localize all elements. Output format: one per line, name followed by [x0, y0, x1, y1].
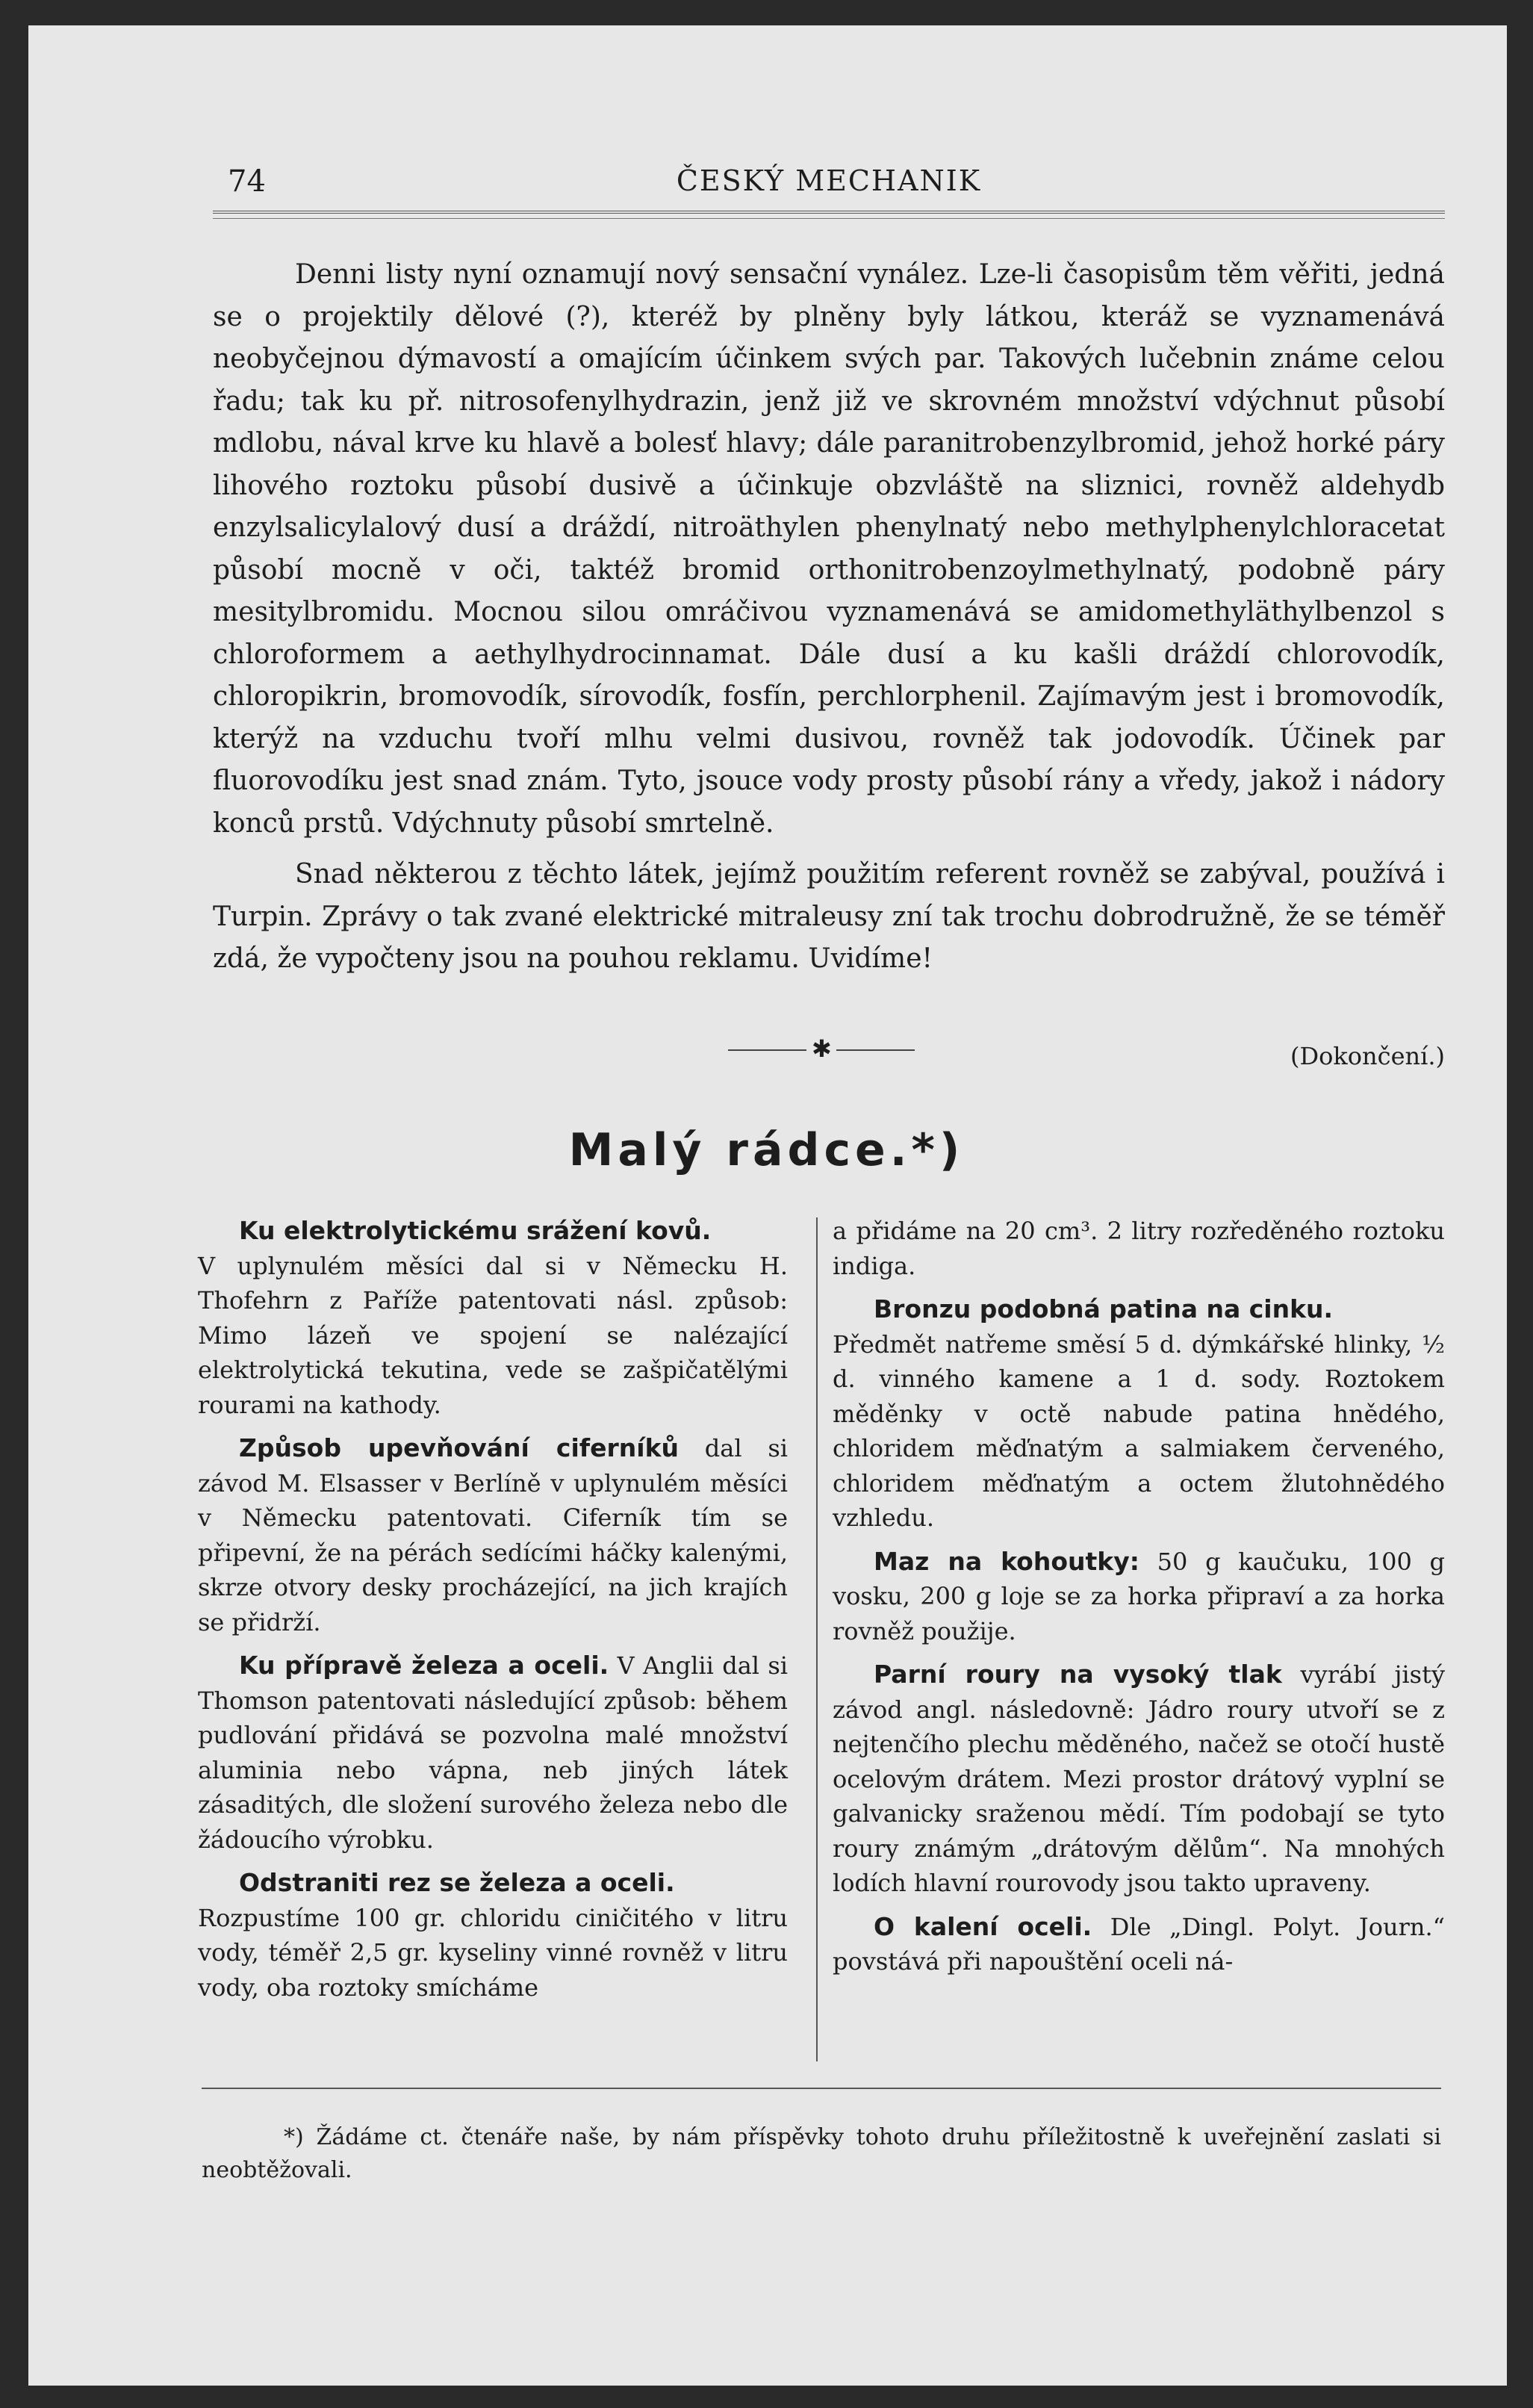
tip-title: Ku elektrolytickému srážení kovů.: [239, 1216, 712, 1245]
page-number: 74: [228, 164, 266, 199]
page-header: [213, 164, 1445, 209]
intro-paragraph: Denni listy nyní oznamují nový sensační vynález. Lze-li časopisům těm věřiti, jedná se o projektily dělové (?), kteréž by plněny byly látkou, kteráž se vyznamenává neobyčejnou dýmavostí a omajícím účinkem svých par. Takových lučebnin známe celou řadu; tak ku př. nitrosofenylhydrazin, jenž již ve skrovném množství vdýchnut působí mdlobu, nával krve ku hlavě a bolesť hlavy; dále paranitrobenzylbromid, jehož horké páry lihového roztoku působí dusivě a účinkuje obzvláště na sliznici, rovněž aldehydb enzylsalicylalový dusí a dráždí, nitroäthylen phenylnatý nebo methylphenylchloracetat působí mocně v oči, taktéž bromid orthonitrobenzoylmethylnatý, podobně páry mesitylbromidu. Mocnou silou omráčivou vyznamenává se amidomethyläthylbenzol s chloroformem a aethylhydrocinnamat. Dále dusí a ku kašli dráždí chlorovodík, chloropikrin, bromovodík, sírovodík, fosfín, perchlorphenil. Zajímavým jest i bromovodík, kterýž na vzduchu tvoří mlhu velmi dusivou, rovněž tak jodovodík. Účinek par fluorovodíku jest snad znám. Tyto, jsouce vody prosty působí rány a vředy, jakož i nádory konců prstů. Vdýchnuty působí smrtelně.: [213, 259, 1445, 839]
star-ornament-icon: ✱: [812, 1034, 832, 1063]
tip-item: [833, 1214, 1445, 1283]
tip-item: [198, 1431, 788, 1639]
footnote-rule: [202, 2088, 1441, 2089]
continued-label: (Dokončení.): [1290, 1042, 1445, 1070]
tip-item: [198, 1648, 788, 1857]
tip-item: [833, 1292, 1445, 1536]
tip-text: 50 g kaučuku, 100 g vosku, 200 g loje se za horka připraví a za horka rovněž použije.: [833, 1547, 1445, 1645]
left-column: [198, 1214, 788, 2005]
tip-title: O kalení oceli.: [874, 1911, 1092, 1941]
right-column: [833, 1214, 1445, 1979]
tip-title: Bronzu podobná patina na cinku.: [874, 1294, 1334, 1324]
column-divider: [816, 1217, 818, 2061]
tip-item: [198, 1214, 788, 1422]
tip-title: Parní roury na vysoký tlak: [874, 1660, 1282, 1689]
tip-text: Rozpustíme 100 gr. chloridu ciničitého v litru vody, téměř 2,5 gr. kyseliny vinné rovněž v litru vody, oba roztoky smícháme: [198, 1903, 788, 2002]
tip-text: a přidáme na 20 cm³. 2 litry rozředěného roztoku indiga.: [833, 1217, 1445, 1280]
journal-title: ČESKÝ MECHANIK: [676, 164, 982, 197]
header-rule: [213, 211, 1445, 219]
tip-item: [833, 1657, 1445, 1901]
ornament-divider: [728, 1034, 915, 1063]
tip-text: V Anglii dal si Thomson patentovati následující způsob: během pudlování přidává se pozvolna malé množství aluminia nebo vápna, neb jiných látek zásaditých, dle složení surového železa nebo dle žádoucího výrobku.: [198, 1651, 788, 1854]
tip-text: vyrábí jistý závod angl. následovně: Jádro roury utvoří se z nejtenčího plechu měděného, načež se otočí hustě ocelovým drátem. Mezi prostor drátový vyplní se galvanicky sraženou mědí. Tím podobají se tyto roury známým „drátovým dělům“. Na mnohých lodích hlavní rourovody jsou takto upraveny.: [833, 1660, 1446, 1897]
intro-article: [213, 254, 1445, 981]
article-signoff: [213, 1034, 1445, 1079]
tip-title: Maz na kohoutky:: [874, 1546, 1139, 1576]
intro-paragraph: Snad některou z těchto látek, jejímž použitím referent rovněž se zabýval, používá i Turpin. Zprávy o tak zvané elektrické mitraleusy zní tak trochu dobrodružně, že se téměř zdá, že vypočteny jsou na pouhou reklamu. Uvidíme!: [213, 859, 1445, 974]
tip-title: Odstraniti rez se železa a oceli.: [239, 1868, 675, 1897]
tip-title: Ku přípravě železa a oceli.: [239, 1651, 609, 1680]
tip-text: V uplynulém měsíci dal si v Německu H. Thofehrn z Paříže patentovati násl. způsob: Mimo lázeň ve spojení se nalézající elektrolytická tekutina, vede se zašpičatělými rourami na kathody.: [198, 1251, 788, 1419]
footnote: *) Žádáme ct. čtenáře naše, by nám příspěvky tohoto druhu příležitostně k uveřejnění zaslati si neobtěžovali.: [202, 2124, 1441, 2183]
tip-text: Předmět natřeme směsí 5 d. dýmkářské hlinky, ½ d. vinného kamene a 1 d. sody. Roztokem měděnky v octě nabude patina hnědého, chloridem měďnatým a salmiakem červeného, chloridem měďnatým a octem žlutohnědého vzhledu.: [833, 1329, 1445, 1532]
tip-item: [833, 1910, 1445, 1979]
tip-item: [833, 1545, 1445, 1649]
tip-text: Dle „Dingl. Polyt. Journ.“ povstává při napouštění oceli ná-: [833, 1912, 1445, 1976]
tip-text: dal si závod M. Elsasser v Berlíně v uplynulém měsíci v Německu patentovati. Ciferník tím se připevní, že na pérách sedícími háčky kalenými, skrze otvory desky procházející, na jich krajích se přidrží.: [198, 1434, 789, 1636]
section-title: Malý rádce.*): [568, 1124, 965, 1176]
tip-title: Způsob upevňování ciferníků: [239, 1433, 680, 1462]
tip-item: [198, 1866, 788, 2005]
